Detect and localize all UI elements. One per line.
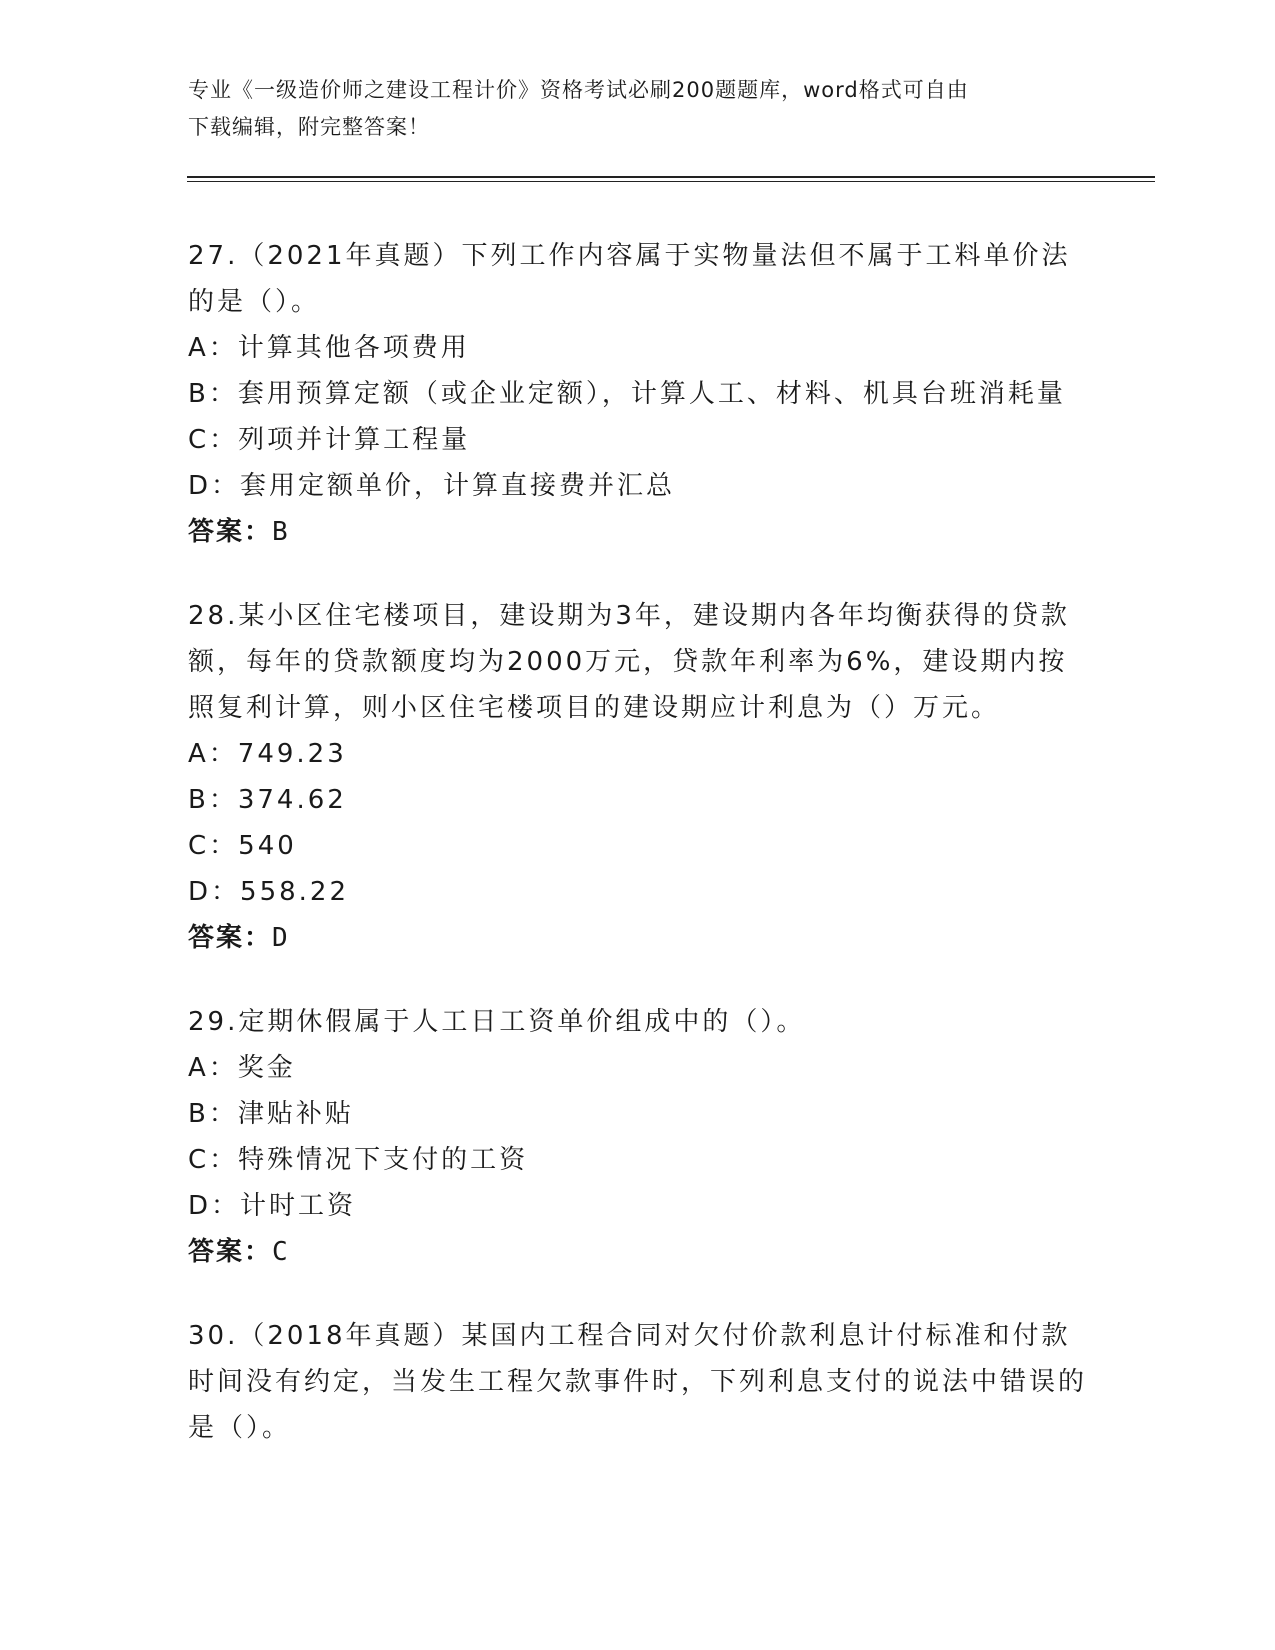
option-a: A：计算其他各项费用: [188, 333, 470, 363]
answer-label: 答案：: [188, 1237, 273, 1267]
question-27: [188, 233, 1088, 555]
question-list: [188, 233, 1088, 1489]
answer-line: [188, 509, 1088, 555]
question-stem: 30.（2018年真题）某国内工程合同对欠付价款利息计付标准和付款时间没有约定，当发生工程欠款事件时，下列利息支付的说法中错误的是（）。: [188, 1321, 1088, 1443]
option-c: C：列项并计算工程量: [188, 425, 471, 455]
header-divider-thin: [187, 181, 1155, 182]
question-stem: 27.（2021年真题）下列工作内容属于实物量法但不属于工料单价法的是（）。: [188, 241, 1071, 317]
question-28: [188, 593, 1088, 961]
option-d: D：558.22: [188, 877, 349, 907]
question-30: [188, 1313, 1088, 1451]
header-divider: [187, 176, 1155, 178]
answer-value: D: [272, 923, 290, 953]
option-a: A：749.23: [188, 739, 347, 769]
header-line-1: 专业《一级造价师之建设工程计价》资格考试必刷200题题库，word格式可自由: [188, 78, 969, 102]
answer-label: 答案：: [188, 923, 273, 953]
question-stem: 29.定期休假属于人工日工资单价组成中的（）。: [188, 1007, 806, 1037]
option-a: A：奖金: [188, 1053, 296, 1083]
option-b: B：套用预算定额（或企业定额），计算人工、材料、机具台班消耗量: [188, 379, 1066, 409]
question-29: [188, 999, 1088, 1275]
answer-label: 答案：: [188, 517, 273, 547]
answer-line: [188, 1229, 1088, 1275]
header-line-2: 下载编辑，附完整答案！: [188, 115, 430, 139]
question-stem: 28.某小区住宅楼项目，建设期为3年，建设期内各年均衡获得的贷款额，每年的贷款额度均为2000万元，贷款年利率为6%，建设期内按照复利计算，则小区住宅楼项目的建设期应计利息为（）万元。: [188, 601, 1070, 723]
answer-line: [188, 915, 1088, 961]
page-header: [188, 72, 1078, 146]
option-c: C：特殊情况下支付的工资: [188, 1145, 529, 1175]
option-b: B：374.62: [188, 785, 347, 815]
option-d: D：套用定额单价，计算直接费并汇总: [188, 471, 676, 501]
option-b: B：津贴补贴: [188, 1099, 354, 1129]
answer-value: B: [272, 517, 290, 547]
option-c: C：540: [188, 831, 297, 861]
option-d: D：计时工资: [188, 1191, 357, 1221]
answer-value: C: [272, 1237, 290, 1267]
